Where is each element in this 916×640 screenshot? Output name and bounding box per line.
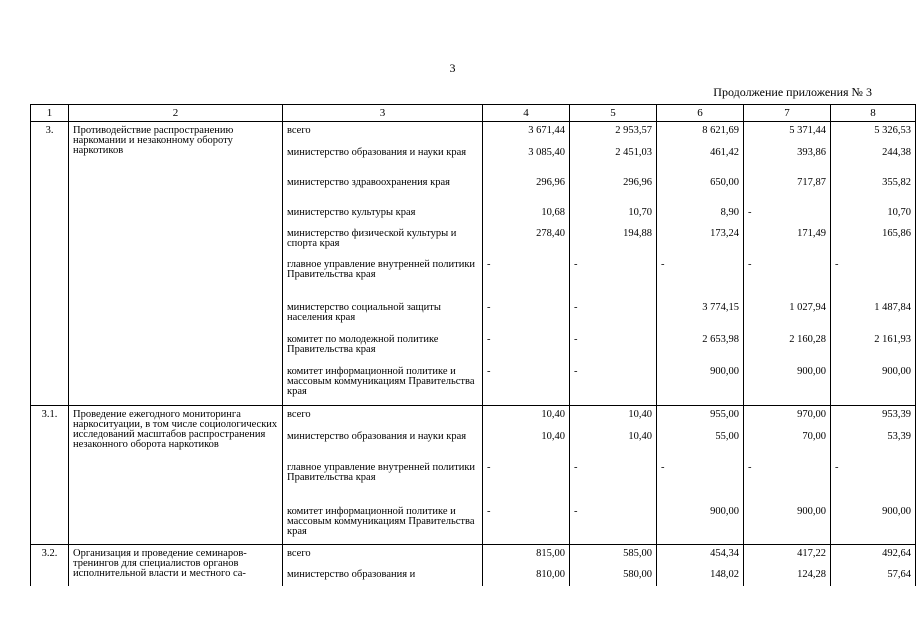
value-cell: 5 326,53 xyxy=(831,122,916,144)
value-cell: 900,00 xyxy=(744,363,831,406)
value-cell: 492,64 xyxy=(831,545,916,566)
value-cell: 393,86 xyxy=(744,144,831,174)
value-cell: 10,68 xyxy=(483,204,570,225)
item-name: Проведение ежегодного мониторинга наркоситуации, в том числе социологических исследований масштабов распространения незаконного оборота наркотиков xyxy=(69,406,283,545)
value-cell: 815,00 xyxy=(483,545,570,566)
value-cell: 900,00 xyxy=(831,363,916,406)
value-cell: 194,88 xyxy=(570,225,657,256)
column-header: 5 xyxy=(570,105,657,122)
value-cell: 1 487,84 xyxy=(831,299,916,331)
executor-cell: комитет по молодежной политике Правительства края xyxy=(283,331,483,363)
item-number: 3.1. xyxy=(31,406,69,545)
value-cell: 3 671,44 xyxy=(483,122,570,144)
value-cell: 171,49 xyxy=(744,225,831,256)
column-header: 2 xyxy=(69,105,283,122)
value-cell: 173,24 xyxy=(657,225,744,256)
page-number: 3 xyxy=(449,61,456,75)
column-header: 8 xyxy=(831,105,916,122)
value-cell: 580,00 xyxy=(570,566,657,586)
value-cell: 296,96 xyxy=(570,174,657,204)
value-cell: - xyxy=(483,331,570,363)
value-cell: 955,00 xyxy=(657,406,744,428)
executor-cell: министерство здравоохранения края xyxy=(283,174,483,204)
value-cell: 953,39 xyxy=(831,406,916,428)
value-cell: 2 653,98 xyxy=(657,331,744,363)
executor-cell: министерство образования и науки края xyxy=(283,428,483,459)
value-cell: - xyxy=(570,459,657,503)
value-cell: - xyxy=(570,363,657,406)
value-cell: 10,70 xyxy=(570,204,657,225)
value-cell: 10,40 xyxy=(570,428,657,459)
continuation-label: Продолжение приложения № 3 xyxy=(713,85,872,99)
value-cell: - xyxy=(570,256,657,299)
value-cell: 355,82 xyxy=(831,174,916,204)
value-cell: - xyxy=(831,459,916,503)
item-name: Противодействие распространению наркомании и незаконному обороту наркотиков xyxy=(69,122,283,406)
value-cell: 717,87 xyxy=(744,174,831,204)
executor-cell: всего xyxy=(283,406,483,428)
executor-cell: всего xyxy=(283,545,483,566)
value-cell: 2 953,57 xyxy=(570,122,657,144)
value-cell: 461,42 xyxy=(657,144,744,174)
value-cell: 2 160,28 xyxy=(744,331,831,363)
value-cell: 57,64 xyxy=(831,566,916,586)
column-header: 4 xyxy=(483,105,570,122)
column-header: 3 xyxy=(283,105,483,122)
value-cell: 148,02 xyxy=(657,566,744,586)
value-cell: - xyxy=(483,503,570,545)
value-cell: 585,00 xyxy=(570,545,657,566)
value-cell: 10,70 xyxy=(831,204,916,225)
value-cell: 900,00 xyxy=(744,503,831,545)
column-header: 1 xyxy=(31,105,69,122)
value-cell: 454,34 xyxy=(657,545,744,566)
value-cell: - xyxy=(570,299,657,331)
value-cell: 970,00 xyxy=(744,406,831,428)
value-cell: 900,00 xyxy=(831,503,916,545)
value-cell: 417,22 xyxy=(744,545,831,566)
item-name: Организация и проведение семинаров-тренингов для специалистов органов исполнительной власти и местного са- xyxy=(69,545,283,586)
item-number: 3.2. xyxy=(31,545,69,586)
item-number: 3. xyxy=(31,122,69,406)
executor-cell: министерство культуры края xyxy=(283,204,483,225)
value-cell: 650,00 xyxy=(657,174,744,204)
value-cell: 3 774,15 xyxy=(657,299,744,331)
table-row xyxy=(31,406,916,428)
executor-cell: всего xyxy=(283,122,483,144)
value-cell: 3 085,40 xyxy=(483,144,570,174)
header-row xyxy=(31,105,916,122)
value-cell: 124,28 xyxy=(744,566,831,586)
value-cell: 2 161,93 xyxy=(831,331,916,363)
value-cell: - xyxy=(483,363,570,406)
value-cell: - xyxy=(570,331,657,363)
value-cell: - xyxy=(483,256,570,299)
value-cell: 5 371,44 xyxy=(744,122,831,144)
executor-cell: министерство физической культуры и спорта края xyxy=(283,225,483,256)
value-cell: 53,39 xyxy=(831,428,916,459)
table-row xyxy=(31,545,916,566)
value-cell: - xyxy=(483,299,570,331)
column-header: 7 xyxy=(744,105,831,122)
value-cell: 8 621,69 xyxy=(657,122,744,144)
budget-table xyxy=(30,104,916,586)
value-cell: 55,00 xyxy=(657,428,744,459)
value-cell: - xyxy=(657,256,744,299)
value-cell: 10,40 xyxy=(483,406,570,428)
value-cell: - xyxy=(657,459,744,503)
value-cell: 70,00 xyxy=(744,428,831,459)
table-row xyxy=(31,122,916,144)
value-cell: 8,90 xyxy=(657,204,744,225)
value-cell: - xyxy=(744,459,831,503)
value-cell: 900,00 xyxy=(657,363,744,406)
executor-cell: министерство образования и науки края xyxy=(283,144,483,174)
executor-cell: главное управление внутренней политики Правительства края xyxy=(283,459,483,503)
value-cell: 244,38 xyxy=(831,144,916,174)
executor-cell: министерство социальной защиты населения края xyxy=(283,299,483,331)
executor-cell: министерство образования и xyxy=(283,566,483,586)
value-cell: 10,40 xyxy=(483,428,570,459)
value-cell: 900,00 xyxy=(657,503,744,545)
value-cell: - xyxy=(570,503,657,545)
value-cell: - xyxy=(831,256,916,299)
value-cell: 2 451,03 xyxy=(570,144,657,174)
executor-cell: комитет информационной политике и массовым коммуникациям Правительства края xyxy=(283,363,483,406)
value-cell: 296,96 xyxy=(483,174,570,204)
value-cell: 1 027,94 xyxy=(744,299,831,331)
value-cell: 278,40 xyxy=(483,225,570,256)
value-cell: 10,40 xyxy=(570,406,657,428)
executor-cell: комитет информационной политике и массовым коммуникациям Правительства края xyxy=(283,503,483,545)
column-header: 6 xyxy=(657,105,744,122)
executor-cell: главное управление внутренней политики Правительства края xyxy=(283,256,483,299)
value-cell: 810,00 xyxy=(483,566,570,586)
value-cell: - xyxy=(744,204,831,225)
value-cell: 165,86 xyxy=(831,225,916,256)
value-cell: - xyxy=(483,459,570,503)
value-cell: - xyxy=(744,256,831,299)
